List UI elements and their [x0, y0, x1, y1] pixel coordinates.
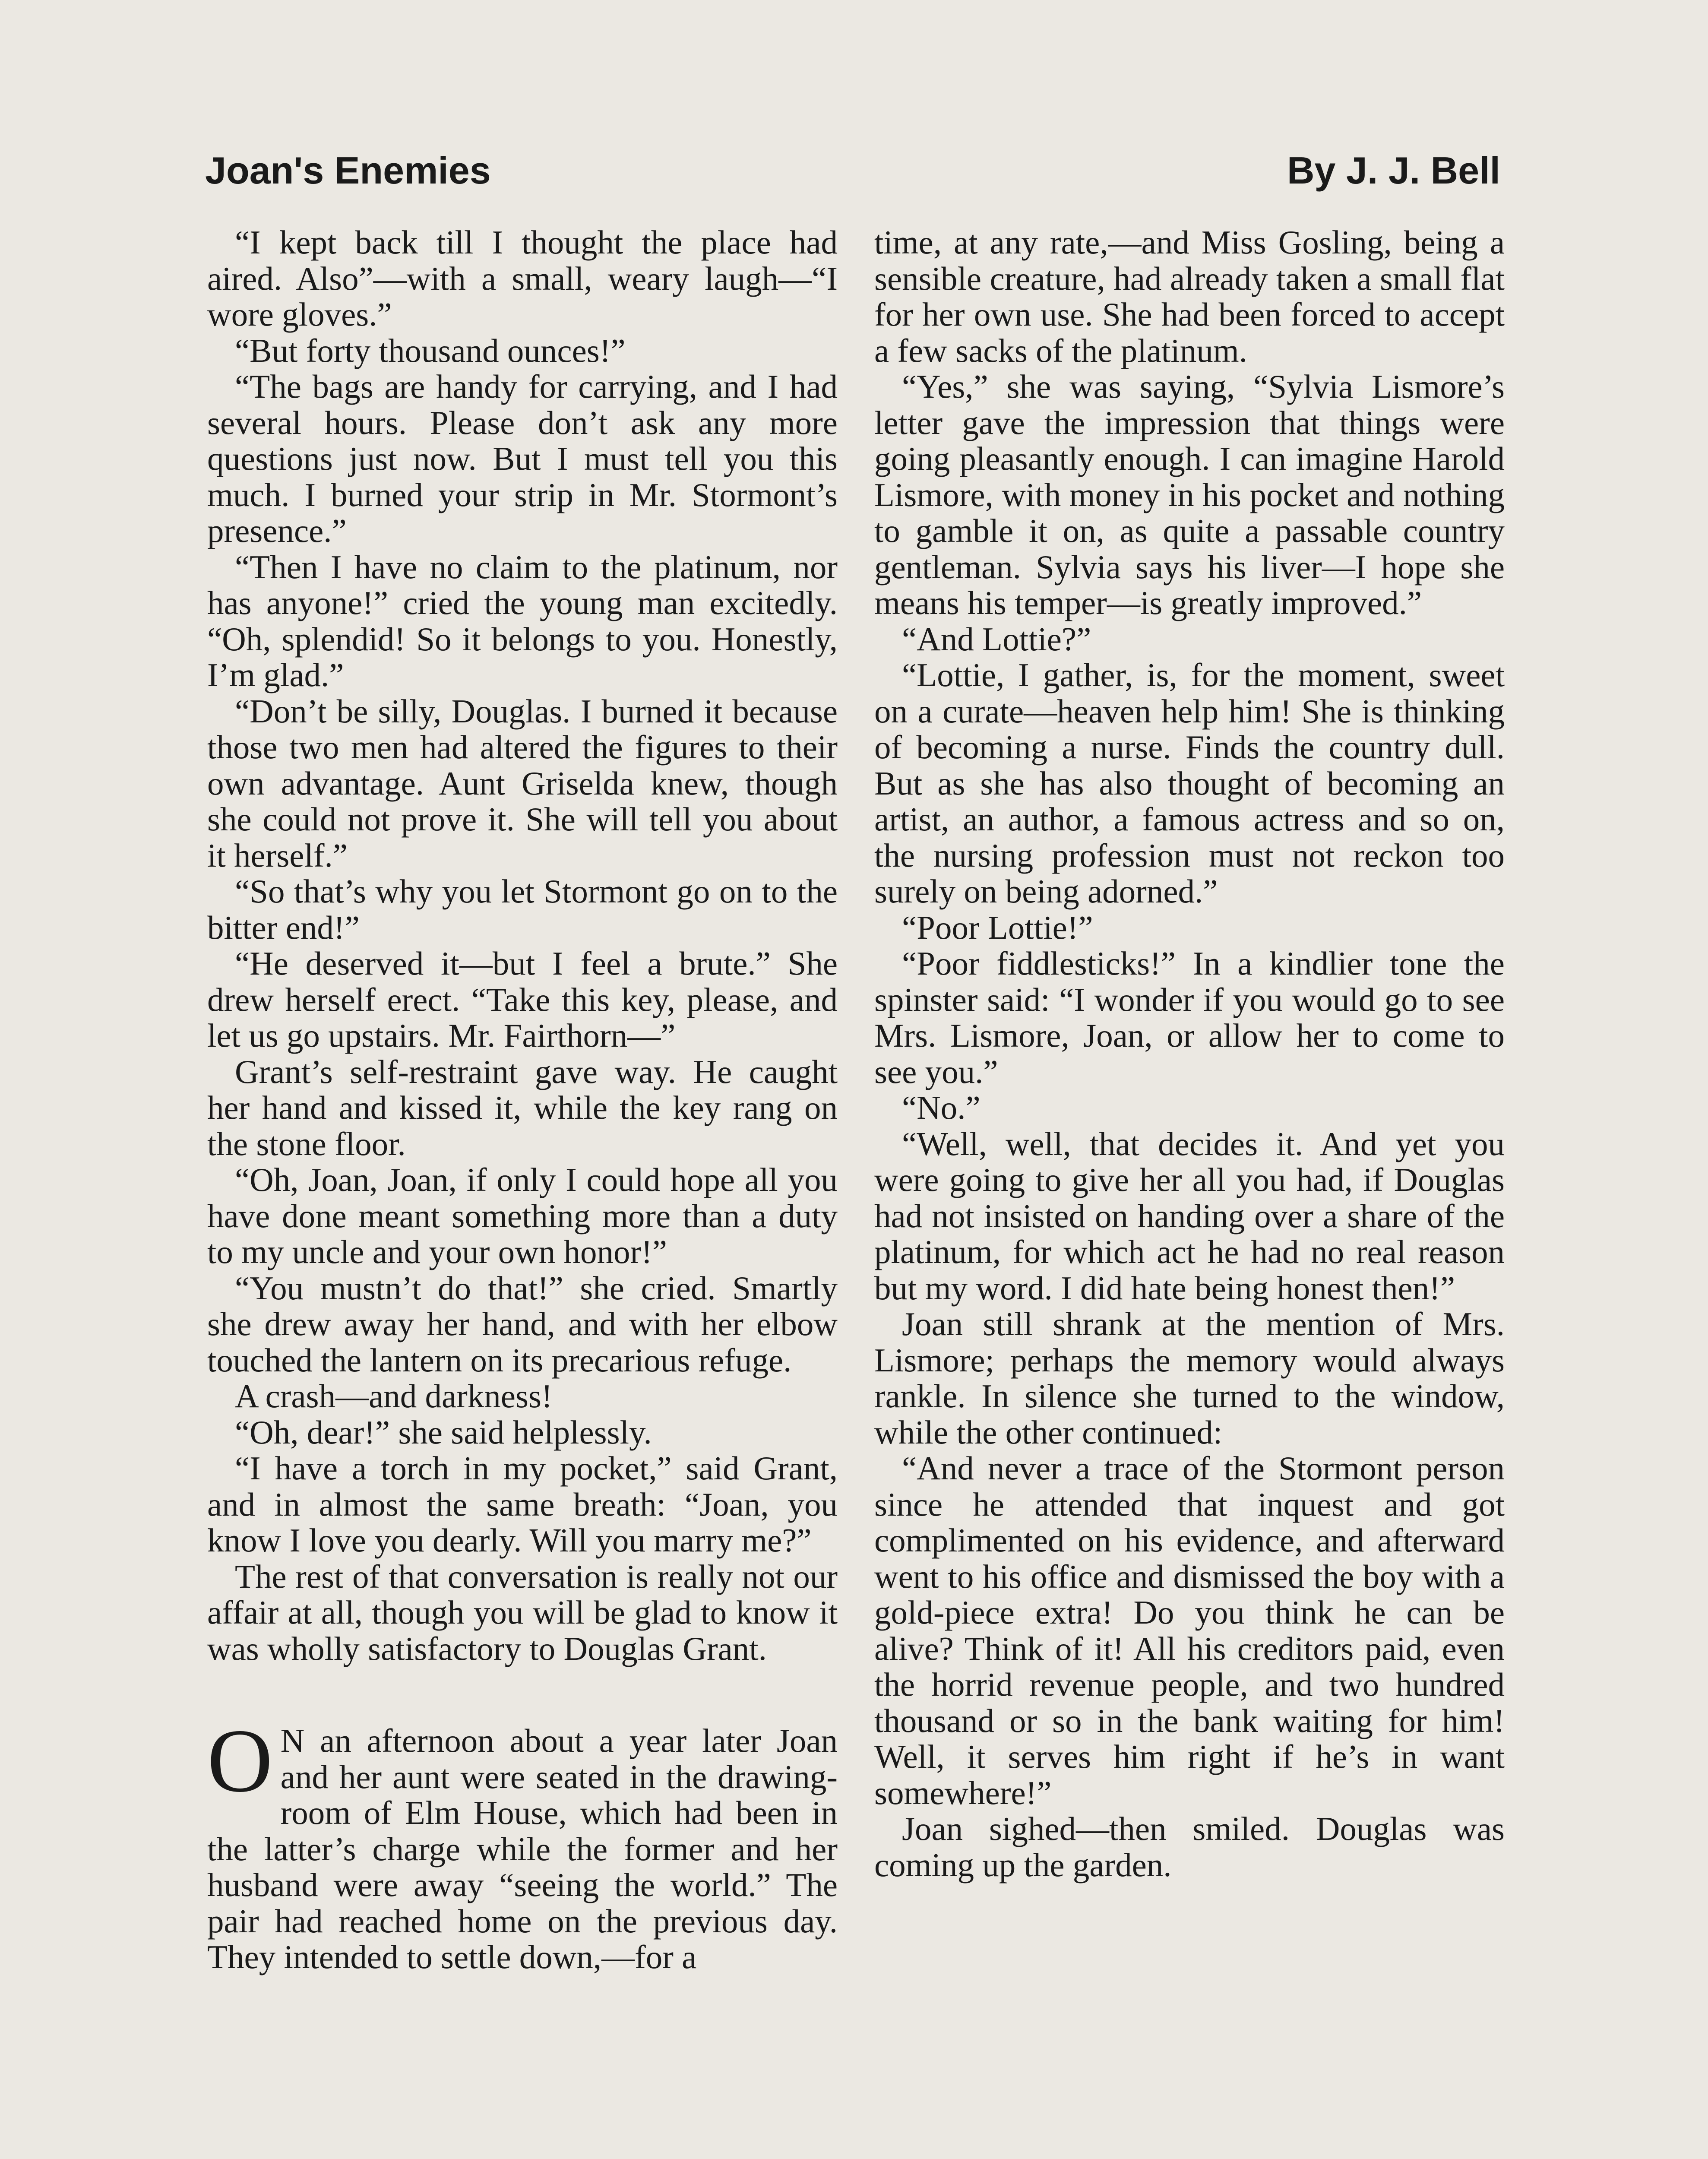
text-column-right — [874, 225, 1505, 1883]
paragraph: “But forty thousand ounces!” — [235, 332, 626, 369]
paragraph: “Poor fiddlesticks!” In a kindlier tone the spinster said: “I wonder if you would go to see Mrs. Lismore, Joan, or allow her to come to see you.” — [874, 945, 1505, 1090]
paragraph: “The bags are handy for carrying, and I had several hours. Please don’t ask any more questions just now. But I must tell you this much. I burned your strip in Mr. Stormont’s presence.” — [207, 368, 838, 549]
paragraph: “Well, well, that decides it. And yet you were going to give her all you had, if Douglas had not insisted on handing over a share of the platinum, for which act he had no real reason but my word. I did hate being honest then!” — [874, 1125, 1505, 1307]
running-header — [205, 142, 1500, 199]
paragraph: The rest of that conversation is really not our affair at all, though you will be glad to know it was wholly satisfactory to Douglas Grant. — [207, 1558, 838, 1667]
paragraph: “He deserved it—but I feel a brute.” She drew herself erect. “Take this key, please, and let us go upstairs. Mr. Fairthorn—” — [207, 945, 838, 1054]
paragraph: time, at any rate,—and Miss Gosling, being a sensible creature, had already taken a small flat for her own use. She had been forced to accept a few sacks of the platinum. — [874, 224, 1505, 369]
paragraph: Joan sighed—then smiled. Douglas was coming up the garden. — [874, 1810, 1505, 1884]
paragraph: “Don’t be silly, Douglas. I burned it because those two men had altered the figures to their own advantage. Aunt Griselda knew, though she could not prove it. She will tell you about it herself.” — [207, 692, 838, 874]
paragraph: “And Lottie?” — [902, 620, 1091, 658]
paragraph: “I kept back till I thought the place had aired. Also”—with a small, weary laugh—“I wore gloves.” — [207, 224, 838, 333]
paragraph: “Oh, dear!” she said helplessly. — [235, 1413, 652, 1451]
paragraph: Joan still shrank at the mention of Mrs. Lismore; perhaps the memory would always rankle. In silence she turned to the window, while the other continued: — [874, 1305, 1505, 1451]
paragraph: A crash—and darkness! — [235, 1377, 553, 1415]
dropcap-paragraph: ON an afternoon about a year later Joan and her aunt were seated in the drawing-room of Elm House, which had been in the latter’s charge while the former and her husband were away “seeing the world.” The pair had reached home on the previous day. They intended to settle down,—for a — [207, 1711, 838, 1975]
story-title: Joan's Enemies — [205, 149, 491, 192]
paragraph: “Lottie, I gather, is, for the moment, sweet on a curate—heaven help him! She is thinking of becoming a nurse. Finds the country dull. But as she has also thought of becoming an artist, an author, a famous actress and so on, the nursing profession must not reckon too surely on being adorned.” — [874, 656, 1505, 910]
paragraph: “Then I have no claim to the platinum, nor has anyone!” cried the young man excitedly. “Oh, splendid! So it belongs to you. Honestly, I’m glad.” — [207, 548, 838, 693]
text-column-left — [207, 225, 838, 1975]
paragraph: Grant’s self-restraint gave way. He caught her hand and kissed it, while the key rang on the stone floor. — [207, 1053, 838, 1162]
paragraph: “You mustn’t do that!” she cried. Smartly she drew away her hand, and with her elbow touched the lantern on its precarious refuge. — [207, 1269, 838, 1379]
story-author: By J. J. Bell — [1287, 149, 1500, 192]
paragraph: “Yes,” she was saying, “Sylvia Lismore’s letter gave the impression that things were going pleasantly enough. I can imagine Harold Lismore, with money in his pocket and nothing to gamble it on, as quite a passable country gentleman. Sylvia says his liver—I hope she means his temper—is greatly improved.” — [874, 368, 1505, 621]
paragraph: “Oh, Joan, Joan, if only I could hope all you have done meant something more than a duty to my uncle and your own honor!” — [207, 1161, 838, 1270]
paragraph: “I have a torch in my pocket,” said Grant, and in almost the same breath: “Joan, you know I love you dearly. Will you marry me?” — [207, 1450, 838, 1559]
paragraph: “Poor Lottie!” — [902, 909, 1093, 946]
paragraph: “No.” — [902, 1089, 981, 1126]
paragraph: “And never a trace of the Stormont person since he attended that inquest and got complimented on his evidence, and afterward went to his office and dismissed the boy with a gold-piece extra! Do you think he can be alive? Think of it! All his creditors paid, even the horrid revenue people, and two hundred thousand or so in the bank waiting for him! Well, it serves him right if he’s in want somewhere!” — [874, 1450, 1505, 1811]
paragraph: “So that’s why you let Stormont go on to the bitter end!” — [207, 873, 838, 946]
